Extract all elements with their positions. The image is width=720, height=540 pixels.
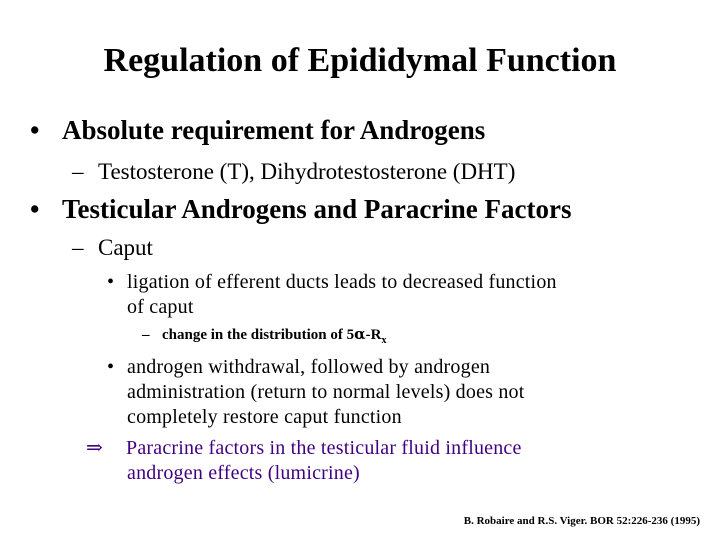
conclusion-text: Paracrine factors in the testicular fluid influence <box>126 437 522 459</box>
conclusion-text-continued: androgen effects (lumicrine) <box>127 462 360 484</box>
bullet-text: Absolute requirement for Androgens <box>62 115 486 145</box>
bullet-testicular-factors <box>30 191 572 227</box>
dash-marker: – <box>142 327 150 343</box>
detail-subscript: x <box>381 335 387 346</box>
bullet-text: Testicular Androgens and Paracrine Factors <box>62 194 572 224</box>
point-text-continued: administration (return to normal levels) does not <box>127 381 525 403</box>
sub-item-hormones <box>72 157 515 187</box>
bullet-marker: • <box>107 356 115 378</box>
detail-suffix: -R <box>365 327 382 343</box>
dash-marker: – <box>72 159 84 184</box>
point-text-line: ligation of efferent ducts leads to decreased function <box>127 271 557 293</box>
point-text-line: androgen withdrawal, followed by androgen <box>127 356 491 378</box>
sub-item-caput <box>72 233 153 263</box>
bullet-androgen-requirement <box>30 112 485 148</box>
slide-title: Regulation of Epididymal Function <box>103 42 617 79</box>
point-text-continued: completely restore caput function <box>127 406 402 428</box>
implies-arrow-icon: ⇒ <box>86 437 103 459</box>
bullet-marker: • <box>30 194 40 224</box>
citation: B. Robaire and R.S. Viger. BOR 52:226-236 (1995) <box>463 515 700 527</box>
detail-text: change in the distribution of 5 <box>162 327 355 343</box>
dash-marker: – <box>72 235 84 260</box>
bullet-marker: • <box>30 115 40 145</box>
bullet-marker: • <box>107 271 115 293</box>
conclusion-paracrine <box>86 436 522 461</box>
sub-item-text: Caput <box>98 235 153 260</box>
point-androgen-withdrawal <box>107 355 490 380</box>
detail-distribution <box>142 323 386 352</box>
sub-item-text: Testosterone (T), Dihydrotestosterone (DHT) <box>98 159 516 184</box>
point-ligation <box>107 270 557 295</box>
point-ligation-continued: of caput <box>127 296 194 318</box>
alpha-symbol: α <box>354 325 366 343</box>
